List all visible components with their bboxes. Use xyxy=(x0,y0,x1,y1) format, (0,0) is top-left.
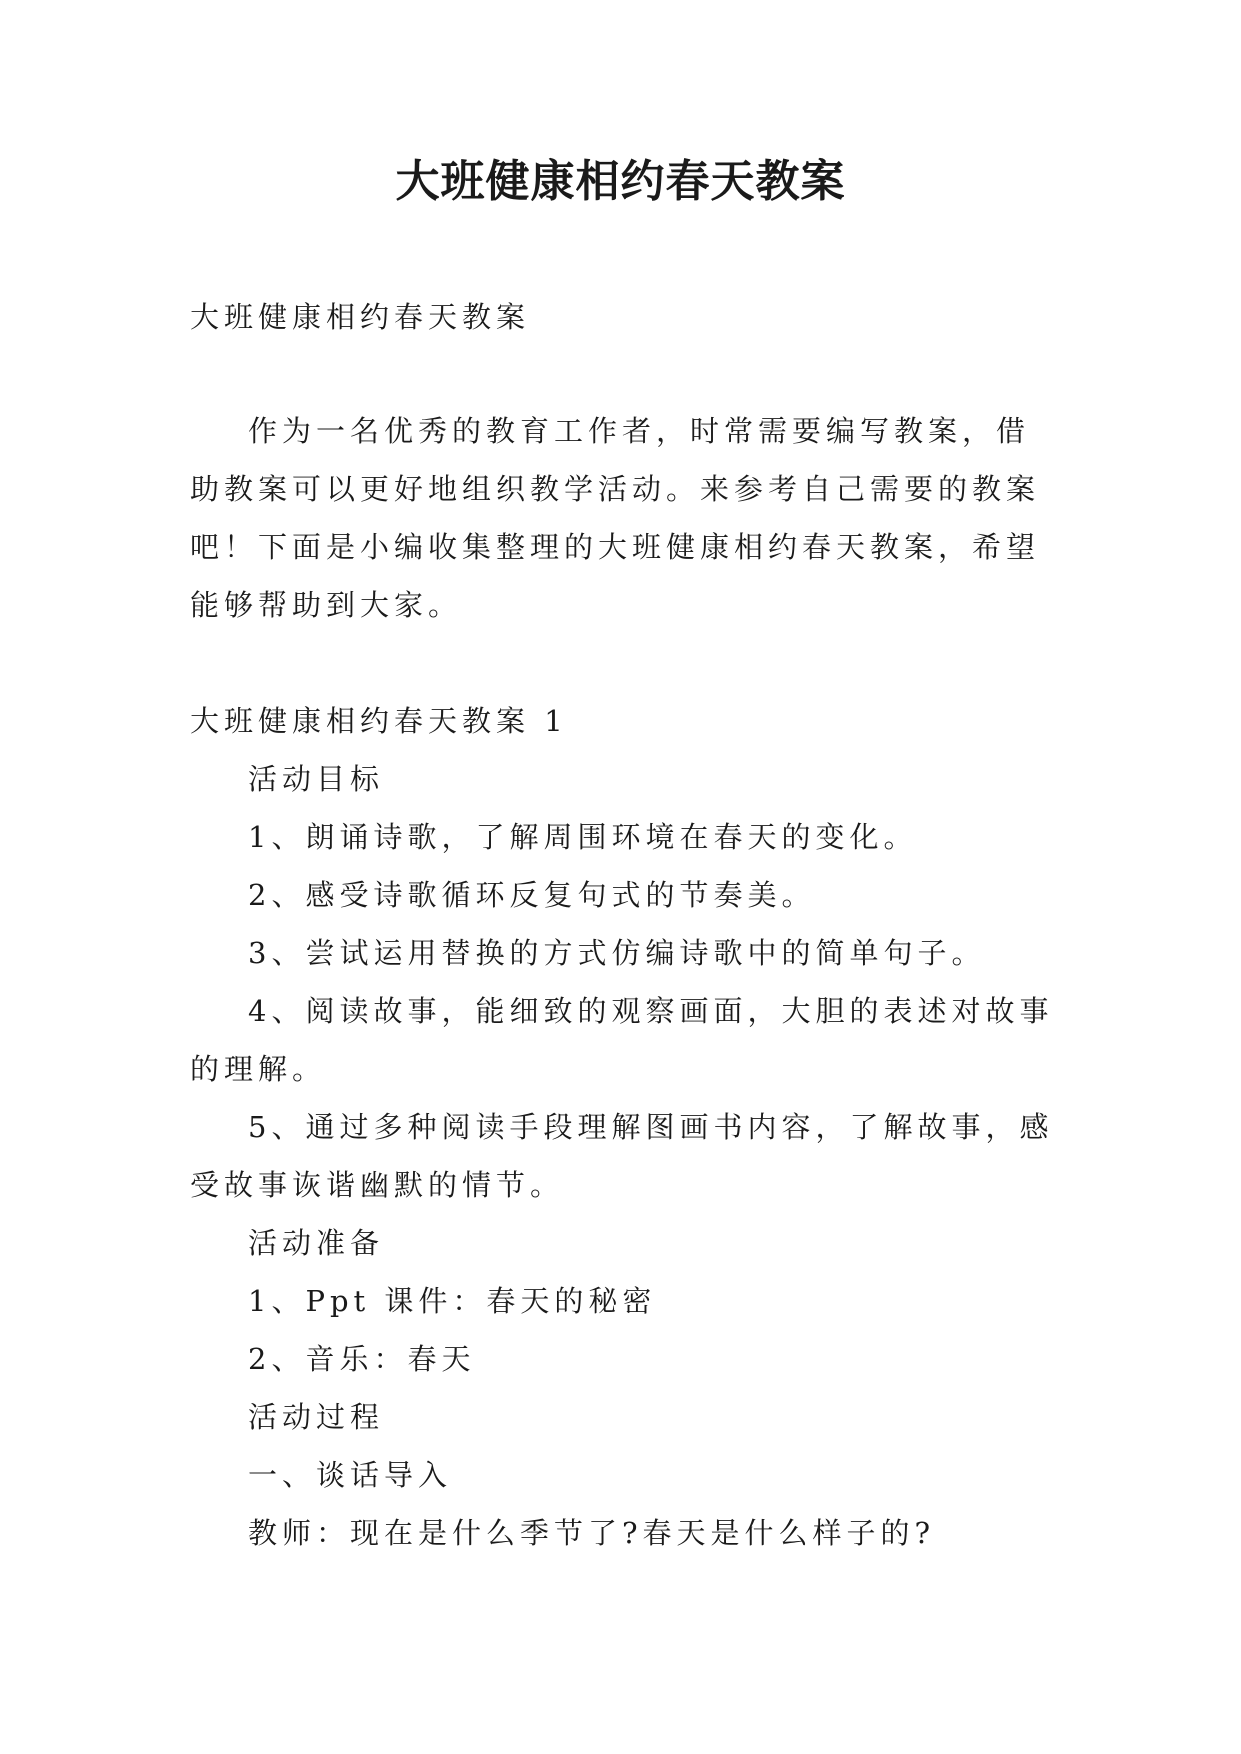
heading-activity-process: 活动过程 xyxy=(248,1400,385,1434)
goal-item: 2、感受诗歌循环反复句式的节奏美。 xyxy=(248,878,816,912)
goal-item: 4、阅读故事，能细致的观察画面，大胆的表述对故事的理解。 xyxy=(190,994,1054,1086)
preparation-item: 1、Ppt 课件：春天的秘密 xyxy=(248,1284,657,1318)
document-subtitle: 大班健康相约春天教案 xyxy=(190,300,531,334)
goal-item: 3、尝试运用替换的方式仿编诗歌中的简单句子。 xyxy=(248,936,986,970)
heading-activity-preparation: 活动准备 xyxy=(248,1226,385,1260)
process-text: 教师：现在是什么季节了?春天是什么样子的? xyxy=(248,1516,936,1550)
intro-paragraph: 作为一名优秀的教育工作者，时常需要编写教案，借助教案可以更好地组织教学活动。来参考自己需要的教案吧！下面是小编收集整理的大班健康相约春天教案，希望能够帮助到大家。 xyxy=(190,414,1041,622)
goal-item: 5、通过多种阅读手段理解图画书内容，了解故事，感受故事诙谐幽默的情节。 xyxy=(190,1110,1054,1202)
heading-activity-goals: 活动目标 xyxy=(248,762,385,796)
goal-item: 1、朗诵诗歌，了解周围环境在春天的变化。 xyxy=(248,820,918,854)
document-title: 大班健康相约春天教案 xyxy=(395,156,846,207)
lesson-content xyxy=(190,750,1060,1562)
preparation-item: 2、音乐：春天 xyxy=(248,1342,476,1376)
section-title: 大班健康相约春天教案 1 xyxy=(190,704,568,738)
process-step: 一、谈话导入 xyxy=(248,1458,453,1492)
